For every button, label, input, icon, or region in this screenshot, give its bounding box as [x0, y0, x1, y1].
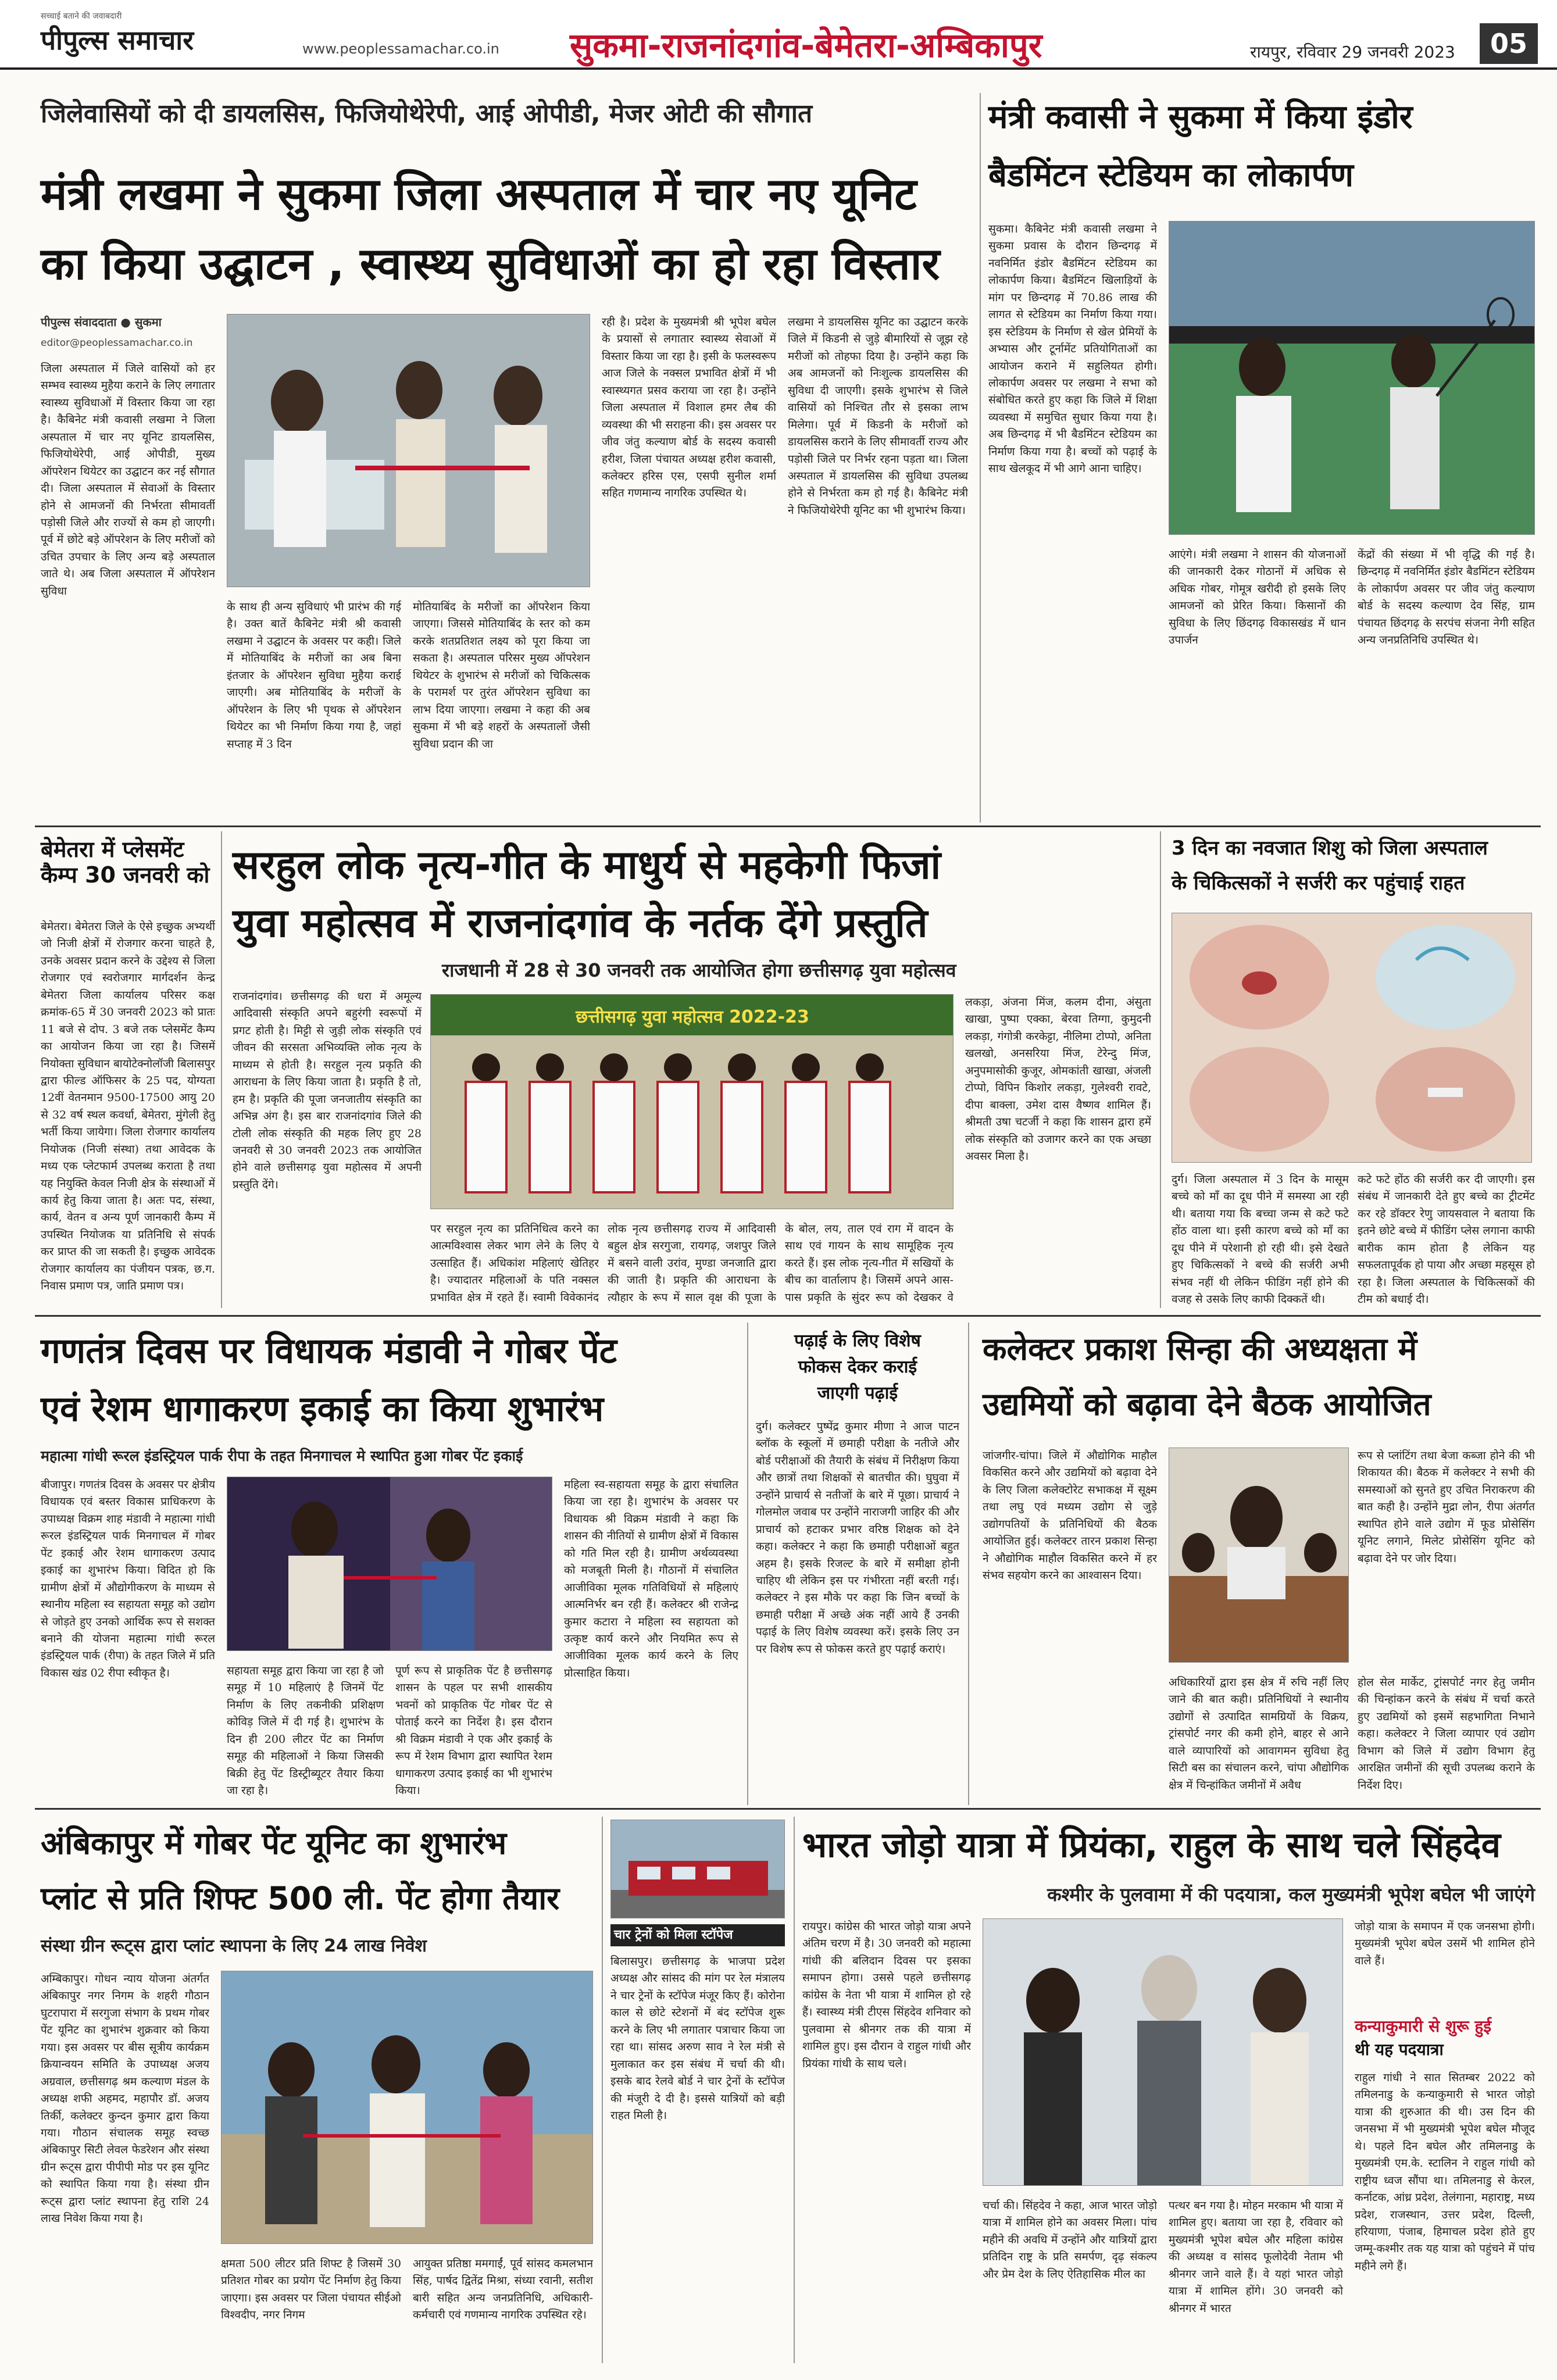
- story9-headline-2: प्लांट से प्रति शिफ्ट 500 ली. पेंट होगा तैयार: [41, 1880, 560, 1917]
- story8-headline-2: उद्यमियों को बढ़ावा देने बैठक आयोजित: [983, 1386, 1431, 1423]
- story7-headline-3: जाएगी पढ़ाई: [817, 1383, 898, 1403]
- story1-byline: पीपुल्स संवाददाता ● सुकमा: [41, 315, 162, 329]
- photo-banner-text: छत्तीसगढ़ युवा महोत्सव 2022-23: [576, 1007, 809, 1027]
- story1-column-4: रही है। प्रदेश के मुख्यमंत्री श्री भूपेश बघेल के प्रयासों से लगातार स्वास्थ्य सेवाओं में विस्तार किया जा रहा है। इसी के फलस्वरूप आज जिले के नक्सल प्रभावित क्षेत्रों में भी स्वास्थ्यगत प्रसव कराया जा रहा है। उन्होंने जिला अस्पताल में विशाल हमर लैब की व्यवस्था की भी सराहना की। इस अवसर पर जीव जंतु कल्याण बोर्ड के सदस्य कवासी हरीश, जिला पंचायत अध्यक्ष हरीश कवासी, कलेक्टर हरिस एस, एसपी सुनील शर्मा सहित गणमान्य नागरिक उपस्थित थे।: [602, 316, 776, 500]
- website-url[interactable]: www.peoplessamachar.co.in: [302, 41, 499, 57]
- story1-column-1: जिला अस्पताल में जिले वासियों को हर सम्भव स्वास्थ्य मुहैया कराने के लिए लगातार स्वास्थ्य सुविधाओं में विस्तार किया जा रहा है। कैबिनेट मंत्री कवासी लखमा ने जिला अस्पताल में चार नए यूनिट डायलसिस, फिजियोथेरेपी, आई ओपीडी, मुख्य ऑपरेशन थियेटर का उद्घाटन कर नई सौगात दी। जिला अस्पताल में सेवाओं के विस्तार होने से आमजनों की निर्भरता सीमावर्ती पड़ोसी जिले और राज्यों से कम हो जाएगी। पूर्व में छोटे बड़े ऑपरेशन के लिए मरीजों को उचित उपचार के लिए अन्य बड़े अस्पताल जाते थे। अब जिला अस्पताल में ऑपरेशन सुविधा: [41, 362, 215, 598]
- column-divider: [968, 1323, 969, 1805]
- story2-body-3: केंद्रों की संख्या में भी वृद्धि की गई है। छिन्दगढ़ में नवनिर्मित इंडोर बैडमिंटन स्टेडियम के लोकार्पण अवसर पर जीव जंतु कल्याण बोर्ड के सदस्य कल्याण देव सिंह, ग्राम पंचायत छिंदगढ़ के सरपंच संजना नेगी सहित अन्य जनप्रतिनिधि उपस्थित थे।: [1358, 548, 1535, 647]
- story3-headline: बेमेतरा में प्लेसमेंट कैम्प 30 जनवरी को: [41, 837, 210, 888]
- story6-headline-2: एवं रेशम धागाकरण इकाई का किया शुभारंभ: [41, 1389, 604, 1430]
- story8-column-3: अधिकारियों द्वारा इस क्षेत्र में रुचि नहीं लिए जाने की बात कही। प्रतिनिधियों ने स्थानीय उद्योगों से उत्पादित सामग्रियों के विक्रय, ट्रांसपोर्ट नगर की कमी होने, बाहर से आने वाले व्यापारियों को आवागमन सुविधा हेतु सिटी बस का संचालन करने, चांपा औद्योगिक क्षेत्र में चिन्हांकित जमीनों में अवैध: [1169, 1676, 1349, 1792]
- masthead-name: पीपुल्स समाचार: [41, 24, 194, 56]
- story8-photo-meeting: [1169, 1448, 1349, 1663]
- story6-subhead: महात्मा गांधी रूरल इंडस्ट्रियल पार्क रीपा के तहत मिनगाचल मे स्थापित हुआ गोबर पेंट इकाई: [41, 1448, 523, 1464]
- sarhul-dance-photo: [431, 995, 954, 1209]
- story9-headline-1: अंबिकापुर में गोबर पेंट यूनिट का शुभारंभ: [41, 1825, 507, 1861]
- story5-headline-2: के चिकित्सकों ने सर्जरी कर पहुंचाई राहत: [1172, 871, 1465, 895]
- infant-surgery-photo: [1172, 913, 1532, 1163]
- column-divider: [980, 93, 981, 823]
- story1-headline-2: का किया उद्घाटन , स्वास्थ्य सुविधाओं का हो रहा विस्तार: [41, 238, 940, 290]
- story7-headline-1: पढ़ाई के लिए विशेष: [794, 1331, 921, 1351]
- story6-headline-1: गणतंत्र दिवस पर विधायक मंडावी ने गोबर पेंट: [41, 1331, 617, 1371]
- story1-headline-1: मंत्री लखमा ने सुकमा जिला अस्पताल में चार नए यूनिट: [41, 168, 917, 220]
- story11-column-2: चर्चा की। सिंहदेव ने कहा, आज भारत जोड़ो यात्रा में शामिल होने का अवसर मिला। पांच महीने की अवधि में उन्होंने और यात्रियों द्वारा प्रतिदिन राष्ट्र के प्रति समर्पण, दृढ़ संकल्प और प्रेम देश के लिए ऐतिहासिक मील का: [983, 2199, 1157, 2281]
- bharat-jodo-yatra-photo: [983, 1919, 1343, 2186]
- story2-photo-stadium: [1169, 221, 1535, 535]
- story9-column-2: क्षमता 500 लीटर प्रति शिफ्ट है जिसमें 30 प्रतिशत गोबर का प्रयोग पेंट निर्माण हेतु किया जाएगा। इस अवसर पर जिला पंचायत सीईओ विश्वदीप, नगर निगम: [221, 2257, 401, 2322]
- story2-body: सुकमा। कैबिनेट मंत्री कवासी लखमा ने सुकमा प्रवास के दौरान छिन्दगढ़ में नवनिर्मित इंडोर बैडमिंटन स्टेडियम का लोकार्पण किया। बैडमिंटन खिलाड़ियों के मांग पर छिन्दगढ़ में 70.86 लाख की लागत से स्टेडियम का निर्माण किया गया। इस स्टेडियम के निर्माण से खेल प्रेमियों के अभ्यास और टूर्नामेंट प्रतियोगिताओं का आयोजन कराने में सहुलियत होगी। लोकार्पण अवसर पर लखमा ने सभा को संबोधित करते हुए कहा कि जिले में शिक्षा व्यवस्था में समुचित सुधार किया गया है। अब छिन्दगढ़ में भी बैडमिंटन स्टेडियम का निर्माण किया गया है। बच्चों को पढ़ाई के साथ खेलकूद में भी आगे आना चाहिए।: [988, 223, 1157, 476]
- story11-side-body: राहुल गांधी ने सात सितम्बर 2022 को तमिलनाडु के कन्याकुमारी से भारत जोड़ो यात्रा की शुरुआत की थी। उस दिन की जनसभा में भी मुख्यमंत्री भूपेश बघेल मौजूद थे। पहले दिन बघेल और तमिलनाडु के मुख्यमंत्री एम.के. स्टालिन ने राहुल गांधी को राष्ट्रीय ध्वज सौंपा था। तमिलनाडु से केरल, कर्नाटक, आंध्र प्रदेश, तेलंगाना, महाराष्ट्र, मध्य प्रदेश, राजस्थान, उत्तर प्रदेश, दिल्ली, हरियाणा, पंजाब, हिमाचल प्रदेश होते हुए जम्मू-कश्मीर तक यह यात्रा को पहुंचने में पांच महीने लगे हैं।: [1355, 2071, 1535, 2272]
- section-divider: [35, 1315, 1541, 1317]
- collector-meeting-photo: [1169, 1448, 1349, 1663]
- gobar-paint-launch-photo: [227, 1477, 552, 1651]
- story2-headline-1: मंत्री कवासी ने सुकमा में किया इंडोर: [988, 98, 1413, 136]
- page-number: 05: [1480, 23, 1538, 64]
- story6-column-4: महिला स्व-सहायता समूह के द्वारा संचालित किया जा रहा है। शुभारंभ के अवसर पर विधायक श्री विक्रम मंडावी ने कहा कि शासन की नीतियों से ग्रामीण क्षेत्रों में विकास को गति मिल रही है। ग्रामीण अर्थव्यवस्था को मजबूती मिली है। गौठानों में संचालित आजीविका मूलक गतिविधियों से महिलाएं आत्मनिर्भर बन रही हैं। कलेक्टर श्री राजेन्द्र कुमार कटारा ने महिला स्व सहायता को उत्कृष्ट कार्य करने और नियमित रूप से आजीविका मूलक कार्य करने के लिए प्रोत्साहित किया।: [564, 1478, 738, 1679]
- masthead-logo: [41, 10, 194, 58]
- story1-column-3: मोतियाबिंद के मरीजों का ऑपरेशन किया जाएगा। जिससे मोतियाबिंद के स्तर को कम करके शतप्रतिशत लक्ष्य को पूरा किया जा सकता है। अस्पताल परिसर मुख्य ऑपरेशन थियेटर के शुभारंभ से मरीजों को चिकित्सक के परामर्श पर तुरंत ऑपरेशन सुविधा का लाभ दिया जाएगा। लखमा ने कहा की अब सुकमा में भी बड़े शहरों के अस्पतालों जैसी सुविधा प्रदान की जा: [413, 601, 590, 751]
- story11-side-headline-2: थी यह पदयात्रा: [1355, 2040, 1444, 2059]
- story11-column-1: रायपुर। कांग्रेस की भारत जोड़ो यात्रा अपने अंतिम चरण में है। 30 जनवरी को महात्मा गांधी की बलिदान दिवस पर इसका समापन होगा। उससे पहले छत्तीसगढ़ कांग्रेस के नेता भी यात्रा में शामिल हो रहे हैं। स्वास्थ्य मंत्री टीएस सिंहदेव शनिवार को पुलवामा से श्रीनगर तक की यात्रा में शामिल हुए। इस दौरान वे राहुल गांधी और प्रियंका गांधी के साथ चले।: [802, 1920, 971, 2070]
- story1-kicker: जिलेवासियों को दी डायलसिस, फिजियोथेरेपी, आई ओपीडी, मेजर ओटी की सौगात: [41, 99, 813, 128]
- story11-headline: भारत जोड़ो यात्रा में प्रियंका, राहुल के साथ चले सिंहदेव: [802, 1825, 1501, 1866]
- story11-photo-yatra: [983, 1918, 1343, 2186]
- badminton-stadium-photo: [1169, 221, 1535, 535]
- story8-column-1: जांजगीर-चांपा। जिले में औद्योगिक माहौल विकसित करने और उद्यमियों को बढ़ावा देने के लिए जिला कलेक्टोरेट सभाकक्ष में सूक्ष्म तथा लघु एवं मध्यम उद्योग से जुड़े उद्योगपतियों के प्रतिनिधियों की बैठक आयोजित हुई। कलेक्टर तारन प्रकाश सिन्हा ने औद्योगिक माहौल विकसित करने में हर संभव सहयोग करने का आश्वासन दिया।: [983, 1449, 1157, 1582]
- hospital-ribbon-photo: [227, 315, 590, 587]
- story4-column-3: लोक नृत्य छत्तीसगढ़ राज्य में आदिवासी बहुल क्षेत्र सरगुजा, रायगढ़, जशपुर जिले में बसने वाली उरांव, मुण्डा जनजाति द्वारा की जाती है। प्रकृति की आराधना के त्यौहार के रूप में साल वृक्ष की पूजा के: [608, 1223, 776, 1304]
- section-divider: [35, 826, 1541, 827]
- story4-column-5: लकड़ा, अंजना मिंज, कलम दीना, अंसुता खाखा, पुष्पा एक्का, बेरवा तिग्गा, कुमुदनी लकड़ा, गंगोत्री करकेट्टा, नीलिमा टोप्पो, अनिता खलखो, अनसरिया मिंज, टेरेन्दु मिंज, अनुपमासोकी कुजूर, ओमकांती खाखा, अंजली टोप्पो, विपिन किशोर लकड़ा, गुलेश्वरी रावटे, दीपा बाक्ला, उमेश दास वैष्णव शामिल हैं। श्रीमती उषा चटर्जी ने कहा कि शासन द्वारा हमें लोक संस्कृति को उजागर करने का एक अच्छा अवसर मिला है।: [965, 996, 1151, 1163]
- column-divider: [794, 1817, 795, 2363]
- story1-column-5: लखमा ने डायलसिस यूनिट का उद्घाटन करके जिले में किडनी से जुड़े बीमारियों से जूझ रहे मरीजों को तोहफा दिया है। उन्होंने कहा कि अब आमजनों को निःशुल्क डायलसिस की सुविधा दी जाएगी। इसके शुभारंभ से जिले वासियों को निश्चित तौर से इसका लाभ मिलेगा। पूर्व में किडनी के मरीजों को डायलसिस कराने के लिए सीमावर्ती राज्य और पड़ोसी जिले पर निर्भर रहना पड़ता था। जिला अस्पताल में डायलसिस की सुविधा उपलब्ध होने से निर्भरता कम हो गई है। कैबिनेट मंत्री ने फिजियोथेरेपी यूनिट का भी शुभारंभ किया।: [788, 316, 968, 517]
- masthead-bar: [0, 0, 1557, 70]
- masthead-tagline: सच्चाई बताने की जवाबदारी: [41, 12, 122, 21]
- story4-headline-1: सरहुल लोक नृत्य-गीत के माधुर्य से महकेगी फिजां: [233, 842, 941, 888]
- story5-column-1: दुर्ग। जिला अस्पताल में 3 दिन के मासूम बच्चे को माँ का दूध पीने में समस्या आ रही थी। बताया गया कि बच्चा जन्म से कटे फटे होंठ वाला था। इसी कारण बच्चे को माँ का दूध पीने में परेशानी हो रही थी। इसे देखते हुए चिकित्सकों ने बच्चे की सर्जरी अभी संभव नहीं थी लेकिन फीडिंग नहीं होने की वजह से उसके लिए काफी दिक्कतें थी।: [1172, 1173, 1349, 1306]
- story11-column-3: पत्थर बन गया है। मोहन मरकाम भी यात्रा में शामिल हुए। बताया जा रहा है, रविवार को मुख्यमंत्री भूपेश बघेल और महिला कांग्रेस की अध्यक्ष व सांसद फूलोदेवी नेताम भी श्रीनगर जाने वाले हैं। वे यहां भारत जोड़ो यात्रा में शामिल होंगे। 30 जनवरी को श्रीनगर में भारत: [1169, 2199, 1343, 2315]
- story8-headline-1: कलेक्टर प्रकाश सिन्हा की अध्यक्षता में: [983, 1331, 1417, 1367]
- column-divider: [747, 1323, 748, 1805]
- story9-column-1: अम्बिकापुर। गोधन न्याय योजना अंतर्गत अंबिकापुर नगर निगम के शहरी गौठान घुटरापारा में सरगुजा संभाग के प्रथम गोबर पेंट यूनिट का शुभारंभ शुक्रवार को किया गया। इस अवसर पर बीस सूत्रीय कार्यक्रम क्रियान्वयन समिति के उपाध्यक्ष अजय अग्रवाल, छत्तीसगढ़ श्रम कल्याण मंडल के अध्यक्ष शफी अहमद, महापौर डॉ. अजय तिर्की, कलेक्टर कुन्दन कुमार द्वारा किया गया। गौठान संचालक समूह स्वच्छ अंबिकापुर सिटी लेवल फेडरेशन और संस्था ग्रीन रूट्स द्वारा पीपीपी मोड पर इस यूनिट को स्थापित किया गया है। संस्था ग्रीन रूट्स द्वारा प्लांट स्थापना हेतु राशि 24 लाख निवेश किया गया है।: [41, 1972, 209, 2225]
- section-divider: [35, 1808, 1541, 1810]
- story2-body-2: आएंगे। मंत्री लखमा ने शासन की योजनाओं की जानकारी देकर गोठानों में अधिक से अधिक गोबर, गोमूत्र खरीदी हो इसके लिए आमजनों को प्रेरित किया। किसानों की सुविधा के लिए छिंदगढ़ विकासखंड में धान उपार्जन: [1169, 548, 1346, 647]
- column-divider: [1160, 831, 1161, 1308]
- story9-column-3: आयुक्त प्रतिष्ठा ममगाईं, पूर्व सांसद कमलभान सिंह, पार्षद द्वितेंद्र मिश्रा, संध्या रवानी, सतीश बारी सहित अन्य जनप्रतिनिधि, अधिकारी-कर्मचारी एवं गणमान्य नागरिक उपस्थित रहे।: [413, 2257, 593, 2322]
- story1-email[interactable]: editor@peoplessamachar.co.in: [41, 337, 193, 349]
- story4-subhead: राजधानी में 28 से 30 जनवरी तक आयोजित होगा छत्तीसगढ़ युवा महोत्सव: [442, 959, 956, 981]
- story8-column-2: रूप से प्लांटिंग तथा बेजा कब्जा होने की भी शिकायत की। बैठक में कलेक्टर ने सभी की समस्याओं को सुनते हुए उचित निराकरण की बात कही है। उन्होंने मुद्रा लोन, रीपा अंतर्गत स्थापित होने वाले उद्योग में फूड प्रोसेसिंग यूनिट लगाने, मिलेट प्रोसेसिंग यूनिट को बढ़ावा देने पर जोर दिया।: [1358, 1449, 1535, 1565]
- story11-subhead: कश्मीर के पुलवामा में की पदयात्रा, कल मुख्यमंत्री भूपेश बघेल भी जाएंगे: [1047, 1884, 1535, 1906]
- story1-column-2: के साथ ही अन्य सुविधाएं भी प्रारंभ की गई है। उक्त बातें कैबिनेट मंत्री श्री कवासी लखमा ने उद्घाटन के अवसर पर कही। जिले में मोतियाबिंद के मरीजों का अब बिना इंतजार के ऑपरेशन सुविधा मुहैया कराई जाएगी। अब मोतियाबिंद के मरीजों के ऑपरेशन के लिए भी पृथक से ऑपरेशन थियेटर का भी निर्माण किया गया है, जहां सप्ताह में 3 दिन: [227, 601, 401, 751]
- story4-column-4: के बोल, लय, ताल एवं राग में वादन के साथ एवं गायन के साथ सामूहिक नृत्य करते हैं। इस लोक नृत्य-गीत में सखियों के बीच का वार्तालाप है। जिसमें अपने आस-पास प्रकृति के सुंदर रूप को देखकर वे: [785, 1223, 954, 1304]
- story11-column-4: जोड़ो यात्रा के समापन में एक जनसभा होगी। मुख्यमंत्री भूपेश बघेल उसमें भी शामिल होने वाले हैं।: [1355, 1920, 1535, 1967]
- story9-photo-launch: [221, 1971, 593, 2244]
- story7-headline-2: फोकस देकर कराई: [798, 1357, 917, 1377]
- story3-body: बेमेतरा। बेमेतरा जिले के ऐसे इच्छुक अभ्यर्थी जो निजी क्षेत्रों में रोजगार करना चाहते है, उनके अवसर प्रदान करने के उद्देश्य से जिला रोजगार एवं स्वरोजगार मार्गदर्शन केन्द्र बेमेतरा जिला कार्यालय परिसर कक्ष क्रमांक-65 में 30 जनवरी 2023 को प्रातः 11 बजे से दोप. 3 बजे तक प्लेसमेंट कैम्प का आयोजन किया जा रहा है। जिसमें नियोक्ता सुविधान बायोटेक्नोलॉजी बिलासपुर द्वारा फील्ड ऑफिसर के 25 पद, योग्यता 12वीं वेतनमान 9500-17500 आयु 20 से 32 वर्ष स्थल कवर्धा, बेमेतरा, मुंगेली हेतु भर्ती किया जायेगा। जिला रोजगार कार्यालय नियोजक (निजी संस्था) तथा आवेदक के मध्य एक प्लेटफार्म उपलब्ध कराता है तथा यह नियुक्ति केवल निजी क्षेत्र के संस्थाओं में कार्य हेतु किया जाता है। अतः पद, संस्था, कार्य, वेतन व अन्य पूर्ण जानकारी कैम्प में उपस्थित नियोजक या प्रतिनिधि से संपर्क कर प्राप्त की जा सकती है। इच्छुक आवेदक रोजगार कार्यालय का पंजीयन पत्रक, छ.ग. निवास प्रमाण पत्र, जाति प्रमाण पत्र।: [41, 920, 215, 1293]
- story11-side-headline-1: कन्याकुमारी से शुरू हुई: [1355, 2017, 1492, 2036]
- story4-headline-2: युवा महोत्सव में राजनांदगांव के नर्तक देंगे प्रस्तुति: [233, 900, 928, 946]
- ambikapur-paint-unit-photo: [222, 1971, 593, 2244]
- story5-column-2: कटे फटे होंठ की सर्जरी कर दी जाएगी। इस संबंध में जानकारी देते हुए बच्चे का ट्रीटमेंट कर रहे डॉक्टर रेणु जायसवाल ने बताया कि इतने छोटे बच्चे में फीडिंग प्लेस लगाना काफी बारीक काम होता है लेकिन यह सफलतापूर्वक हो पाया और अच्छा महसूस हो रहा है। जिला अस्पताल के चिकित्सकों की टीम को बधाई दी।: [1358, 1173, 1535, 1306]
- story4-photo-dancers: [430, 994, 954, 1209]
- train-photo: [611, 1820, 785, 1918]
- story6-column-3: पूर्ण रूप से प्राकृतिक पेंट है छत्तीसगढ़ शासन के पहल पर सभी शासकीय भवनों को प्राकृतिक पेंट गोबर पेंट से पोताई करने का निर्देश है। इस दौरान श्री विक्रम मंडावी ने एक और इकाई के रूप में रेशम विभाग द्वारा स्थापित रेशम धागाकरण उत्पाद इकाई का भी शुभारंभ किया।: [395, 1664, 552, 1797]
- story10-kicker: चार ट्रेनों को मिला स्टॉपेज: [610, 1924, 785, 1946]
- story10-photo-train: [610, 1820, 785, 1918]
- dateline: रायपुर, रविवार 29 जनवरी 2023: [1250, 42, 1455, 62]
- story5-headline-1: 3 दिन का नवजात शिशु को जिला अस्पताल: [1172, 837, 1488, 860]
- story1-photo-hospital: [227, 314, 590, 587]
- story5-photo-infant: [1172, 913, 1532, 1163]
- column-divider: [602, 1817, 603, 2363]
- story10-body: बिलासपुर। छत्तीसगढ़ के भाजपा प्रदेश अध्यक्ष और सांसद की मांग पर रेल मंत्रालय ने चार ट्रेनों के स्टॉपेज मंजूर किए हैं। कोरोना काल से छोटे स्टेशनों में बंद स्टॉपेज शुरू करने के लिए भी लगातार पत्राचार किया जा रहा था। सांसद अरुण साव ने रेल मंत्री से मुलाकात कर इस संबंध में चर्चा की थी। इसके बाद रेलवे बोर्ड ने चार ट्रेनों के स्टॉपेज की मंजूरी दे दी है। इससे यात्रियों को बड़ी राहत मिली है।: [610, 1955, 785, 2122]
- story4-column-2: पर सरहुल नृत्य का प्रतिनिधित्व करने का आत्मविश्वास लेकर भाग लेने के लिए ये उत्साहित हैं। अधिकांश महिलाएं खेतिहर है। ज्यादातर महिलाओं के पति नक्सल प्रभावित क्षेत्र में रहते हैं। स्वामी विवेकानंद: [430, 1223, 599, 1304]
- story7-body: दुर्ग। कलेक्टर पुष्पेंद्र कुमार मीणा ने आज पाटन ब्लॉक के स्कूलों में छमाही परीक्षा के नतीजे और बोर्ड परीक्षाओं की तैयारी के संबंध में निरीक्षण किया और छात्रों तथा शिक्षकों से बातचीत की। घुघुवा में उन्होंने प्राचार्य से नतीजों के बारे में पूछा। प्राचार्य ने गोलमोल जवाब पर उन्होंने नाराजगी जाहिर की और प्राचार्य को हटाकर प्रभार वरिष्ठ शिक्षक को देने कहा। कलेक्टर ने कहा कि छमाही परीक्षाओं बहुत अहम है। इसके रिजल्ट के बारे में समीक्षा होनी चाहिए थी लेकिन इस पर गंभीरता नहीं बरती गई। कलेक्टर ने इस मौके पर कहा कि जिन बच्चों के छमाही परीक्षा में अच्छे अंक नहीं आये हैं उनकी पढ़ाई के लिए विशेष व्यवस्था करें। इसके लिए उन पर विशेष रूप से फोकस करते हुए पढ़ाई कराएं।: [756, 1420, 959, 1656]
- story2-headline-2: बैडमिंटन स्टेडियम का लोकार्पण: [988, 156, 1354, 194]
- story6-column-1: बीजापुर। गणतंत्र दिवस के अवसर पर क्षेत्रीय विधायक एवं बस्तर विकास प्राधिकरण के उपाध्यक्ष विक्रम शाह मंडावी ने महात्मा गांधी रूरल इंडस्ट्रियल पार्क मिनगाचल में गोबर पेंट इकाई और रेशम धागाकरण उत्पाद इकाई का शुभारंभ किया। विदित हो कि ग्रामीण क्षेत्रों में औद्योगीकरण के माध्यम से स्थानीय महिला स्व सहायता समूह को उद्योग से जोड़ते हुए उनको आर्थिक रूप से सशक्त बनाने की योजना महात्मा गांधी रूरल इंडस्ट्रियल पार्क (रीपा) के तहत जिले में प्रति विकास खंड 02 रीपा स्वीकृत है।: [41, 1478, 215, 1679]
- story8-column-4: होल सेल मार्केट, ट्रांसपोर्ट नगर हेतु जमीन की चिन्हांकन करने के संबंध में चर्चा करते हुए उद्यमियों को इसमें सहभागिता निभाने कहा। कलेक्टर ने जिला व्यापार एवं उद्योग विभाग को जिले में उद्योग विभाग हेतु आरक्षित जमीनों की सूची उपलब्ध कराने के निर्देश दिए।: [1358, 1676, 1535, 1792]
- story6-column-2: सहायता समूह द्वारा किया जा रहा है जो समूह में 10 महिलाएं है जिनमें पेंट निर्माण के लिए तकनीकी प्रशिक्षण कोविड़ जिले में दी गई है। शुभारंभ के दिन ही 200 लीटर पेंट का निर्माण समूह की महिलाओं ने किया जिसकी बिक्री हेतु पेंट डिस्ट्रीब्यूटर तैयार किया जा रहा है।: [227, 1664, 384, 1797]
- story9-subhead: संस्था ग्रीन रूट्स द्वारा प्लांट स्थापना के लिए 24 लाख निवेश: [41, 1936, 427, 1956]
- story6-photo-ribbon: [227, 1477, 552, 1651]
- column-divider: [221, 831, 222, 1308]
- story4-column-1: राजनांदगांव। छत्तीसगढ़ की धरा में अमूल्य आदिवासी संस्कृति अपने बहुरंगी स्वरूपों में प्रगट होती है। मिट्टी से जुड़ी लोक संस्कृति एवं जीवन की सरसता अभिव्यक्ति लोक नृत्य के माध्यम से होती है। सरहुल नृत्य प्रकृति की आराधना के लिए किया जाता है। प्रकृति है तो, हम है। प्रकृति की पूजा जनजातीय संस्कृति का अभिन्न अंग है। इस बार राजनांदगांव जिले की टोली लोक संस्कृति की महक लिए हुए 28 जनवरी से 30 जनवरी 2023 तक आयोजित होने वाले छत्तीसगढ़ युवा महोत्सव में अपनी प्रस्तुति देंगे।: [233, 990, 422, 1191]
- section-title: सुकमा-राजनांदगांव-बेमेतरा-अम्बिकापुर: [570, 26, 1042, 65]
